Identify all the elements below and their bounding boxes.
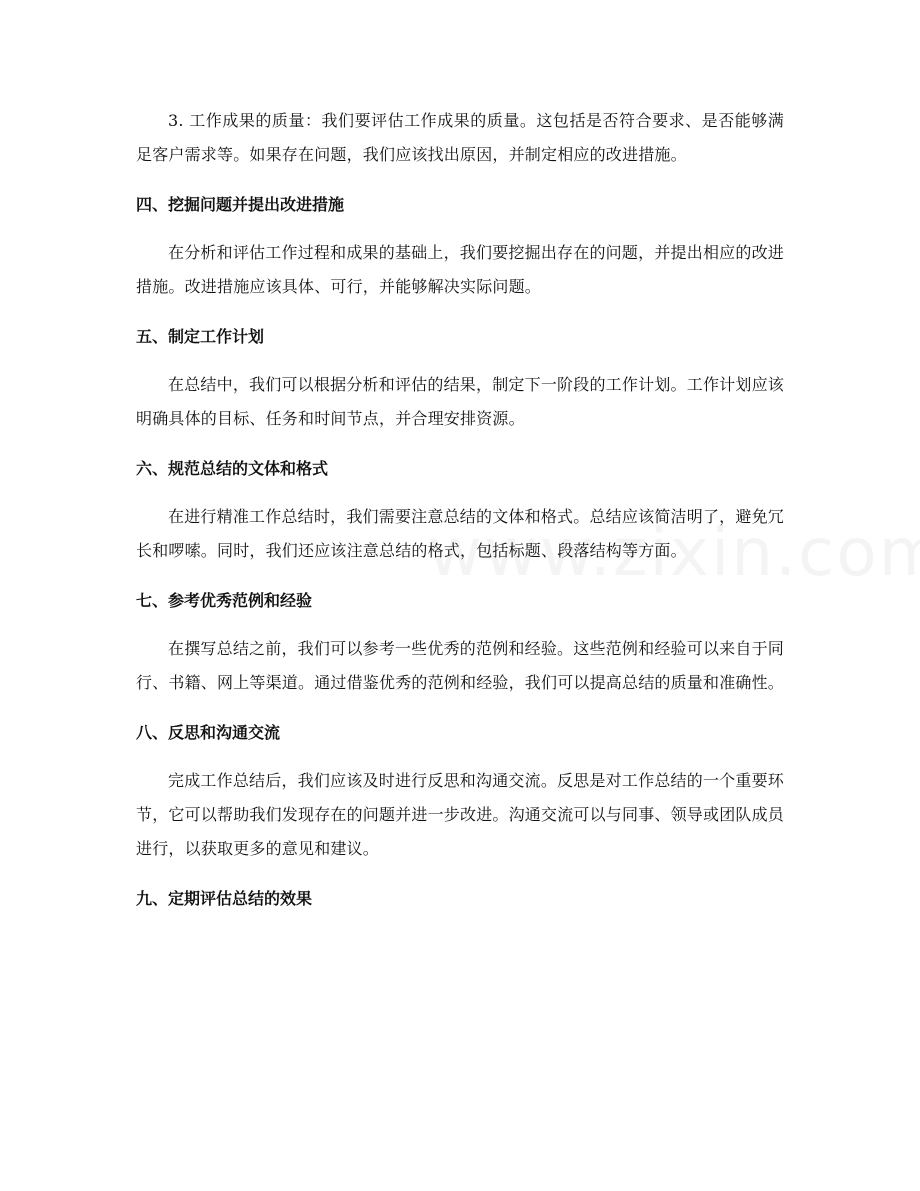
paragraph-section-8: 完成工作总结后，我们应该及时进行反思和沟通交流。反思是对工作总结的一个重要环节，它可以帮助我们发现存在的问题并进一步改进。沟通交流可以与同事、领导或团队成员进行，以获取更多的意见和建议。 [136, 771, 785, 858]
heading-section-6: 六、规范总结的文体和格式 [136, 459, 329, 478]
paragraph-section-6: 在进行精准工作总结时，我们需要注意总结的文体和格式。总结应该简洁明了，避免冗长和啰嗦。同时，我们还应该注意总结的格式，包括标题、段落结构等方面。 [136, 507, 784, 560]
heading-section-7: 七、参考优秀范例和经验 [136, 591, 313, 610]
paragraph-work-quality: 3. 工作成果的质量：我们要评估工作成果的质量。这包括是否符合要求、是否能够满足客户需求等。如果存在问题，我们应该找出原因，并制定相应的改进措施。 [136, 111, 784, 164]
heading-section-9: 九、定期评估总结的效果 [136, 889, 313, 908]
paragraph-section-5: 在总结中，我们可以根据分析和评估的结果，制定下一阶段的工作计划。工作计划应该明确具体的目标、任务和时间节点，并合理安排资源。 [136, 375, 784, 428]
document-page [136, 104, 784, 930]
heading-section-4: 四、挖掘问题并提出改进措施 [136, 195, 345, 214]
heading-section-8: 八、反思和沟通交流 [136, 723, 281, 742]
paragraph-section-7: 在撰写总结之前，我们可以参考一些优秀的范例和经验。这些范例和经验可以来自于同行、书籍、网上等渠道。通过借鉴优秀的范例和经验，我们可以提高总结的质量和准确性。 [136, 639, 785, 692]
paragraph-section-4: 在分析和评估工作过程和成果的基础上，我们要挖掘出存在的问题，并提出相应的改进措施。改进措施应该具体、可行，并能够解决实际问题。 [136, 243, 784, 296]
heading-section-5: 五、制定工作计划 [136, 327, 265, 346]
